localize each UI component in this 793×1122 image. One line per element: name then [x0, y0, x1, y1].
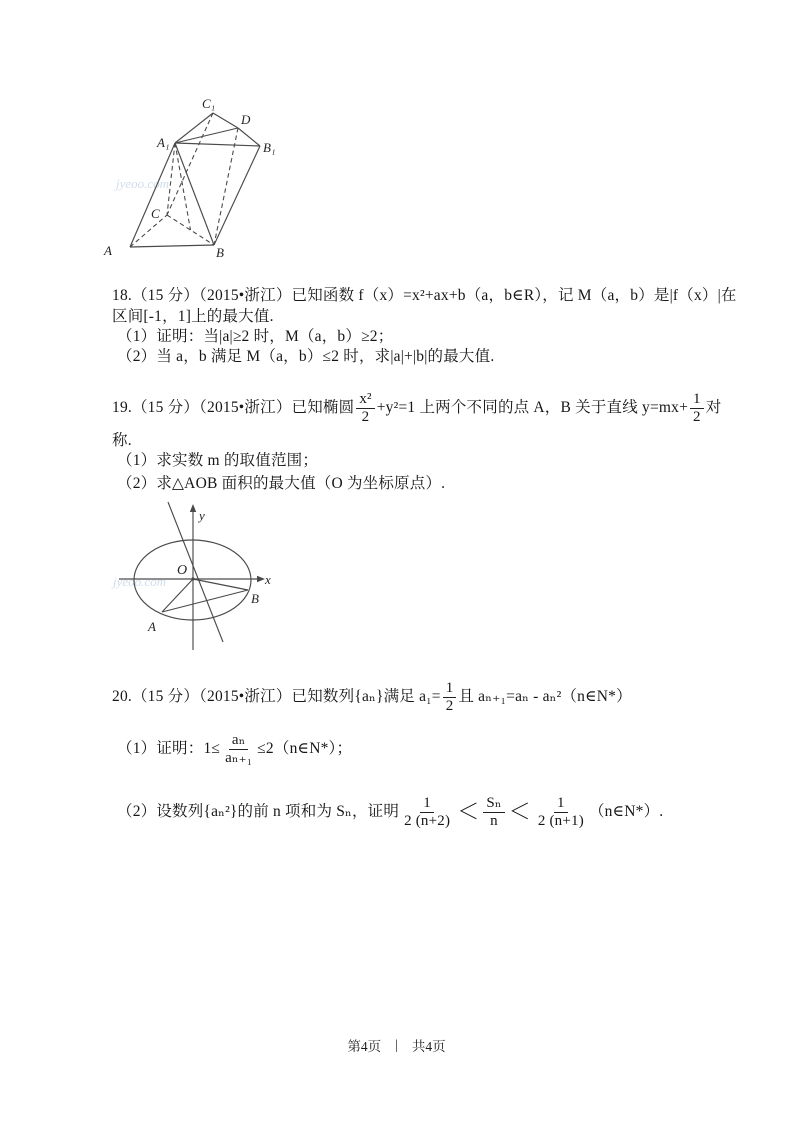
footer-page-number: 第4页	[347, 1039, 382, 1054]
fraction-numerator: 1	[554, 795, 568, 813]
prism-label-c: C	[151, 206, 160, 221]
fraction-denominator: 2	[361, 408, 370, 425]
p20-fraction-1-over-2	[443, 680, 457, 715]
segment-OA	[162, 579, 193, 612]
p20-item-1	[117, 729, 352, 769]
prism-label-b: B	[216, 245, 224, 260]
page-footer	[0, 1035, 793, 1055]
p20-item2-segment-2: （n∈N*）.	[588, 803, 664, 820]
p20-segment-2: 且 aₙ₊₁=aₙ - aₙ²（n∈N*）	[458, 688, 632, 705]
p18-item-1: （1）证明：当|a|≥2 时，M（a，b）≥2；	[117, 328, 394, 345]
origin-point	[191, 577, 194, 580]
p20-fraction-1-over-2n2	[401, 795, 453, 830]
ellipse-label-x: x	[265, 572, 271, 587]
footer-separator: |	[395, 1037, 398, 1052]
p18-line-2: 区间[-1，1]上的最大值.	[112, 308, 274, 325]
fraction-denominator: 2 (n+1)	[537, 812, 584, 829]
prism-label-b1: B₁	[263, 140, 276, 155]
fraction-denominator: 2 (n+2)	[404, 812, 451, 829]
p20-fraction-sn-over-n	[483, 795, 504, 830]
p20-item1-segment-2: ≤2（n∈N*）；	[257, 740, 353, 757]
fraction-numerator: 1	[443, 680, 457, 698]
ellipse-label-b: B	[251, 591, 259, 606]
p20-item-2	[117, 792, 663, 832]
prism-solid-edges	[130, 113, 260, 247]
y-axis-arrow	[190, 504, 196, 512]
fraction-numerator: Sₙ	[483, 795, 504, 813]
p19-segment-2: +y²=1 上两个不同的点 A，B 关于直线 y=mx+	[376, 399, 689, 416]
footer-total-pages: 共4页	[411, 1039, 446, 1054]
p20-fraction-1-over-2n1	[535, 795, 587, 830]
less-than-sign: ＜	[457, 799, 480, 824]
ellipse-label-y: y	[199, 508, 205, 523]
p19-fraction-1-over-2	[690, 391, 704, 426]
fraction-numerator: x²	[356, 391, 374, 409]
fraction-denominator: 2	[445, 697, 454, 714]
watermark-text: jyeoo.com	[116, 176, 170, 191]
fraction-numerator: 1	[420, 795, 434, 813]
ellipse-label-a: A	[148, 619, 156, 634]
p20-line-1	[112, 678, 632, 716]
segment-OB	[193, 579, 248, 590]
p20-segment-1: 20.（15 分）（2015•浙江）已知数列{aₙ}满足 a₁=	[112, 688, 441, 705]
p19-segment-1: 19.（15 分）（2015•浙江）已知椭圆	[112, 399, 355, 416]
p19-fraction-x2-over-2	[356, 391, 374, 426]
p18-line-1: 18.（15 分）（2015•浙江）已知函数 f（x）=x²+ax+b（a，b∈R），记 M（a，b）是|f（x）|在	[112, 287, 737, 304]
p20-fraction-an-over-an1	[222, 732, 255, 767]
ellipse-label-o: O	[177, 563, 188, 578]
chord-AB	[162, 590, 248, 612]
p20-item2-segment-1: （2）设数列{aₙ²}的前 n 项和为 Sₙ，证明	[117, 803, 400, 820]
x-axis-arrow	[257, 576, 265, 582]
ellipse-figure	[115, 500, 277, 652]
p19-item-2: （2）求△AOB 面积的最大值（O 为坐标原点）.	[117, 475, 446, 492]
p19-line-1	[112, 388, 721, 428]
fraction-numerator: aₙ	[229, 732, 249, 750]
p18-item-2: （2）当 a，b 满足 M（a，b）≤2 时，求|a|+|b|的最大值.	[117, 348, 495, 365]
prism-label-d: D	[241, 112, 251, 127]
watermark-text: jyeoo.com	[113, 574, 167, 589]
prism-figure	[100, 95, 282, 267]
p19-line-2: 称.	[112, 432, 132, 449]
fraction-numerator: 1	[690, 391, 704, 409]
prism-label-a: A	[104, 243, 112, 258]
fraction-denominator: 2	[693, 408, 701, 425]
fraction-denominator: aₙ₊₁	[225, 749, 253, 766]
fraction-denominator: n	[490, 812, 498, 829]
p19-item-1: （1）求实数 m 的取值范围；	[117, 452, 319, 469]
less-than-sign: ＜	[508, 799, 531, 824]
p19-segment-3: 对	[705, 399, 722, 416]
prism-label-c1: C₁	[202, 96, 216, 111]
p20-item1-segment-1: （1）证明：1≤	[117, 740, 221, 757]
prism-label-a1: A₁	[157, 135, 170, 150]
